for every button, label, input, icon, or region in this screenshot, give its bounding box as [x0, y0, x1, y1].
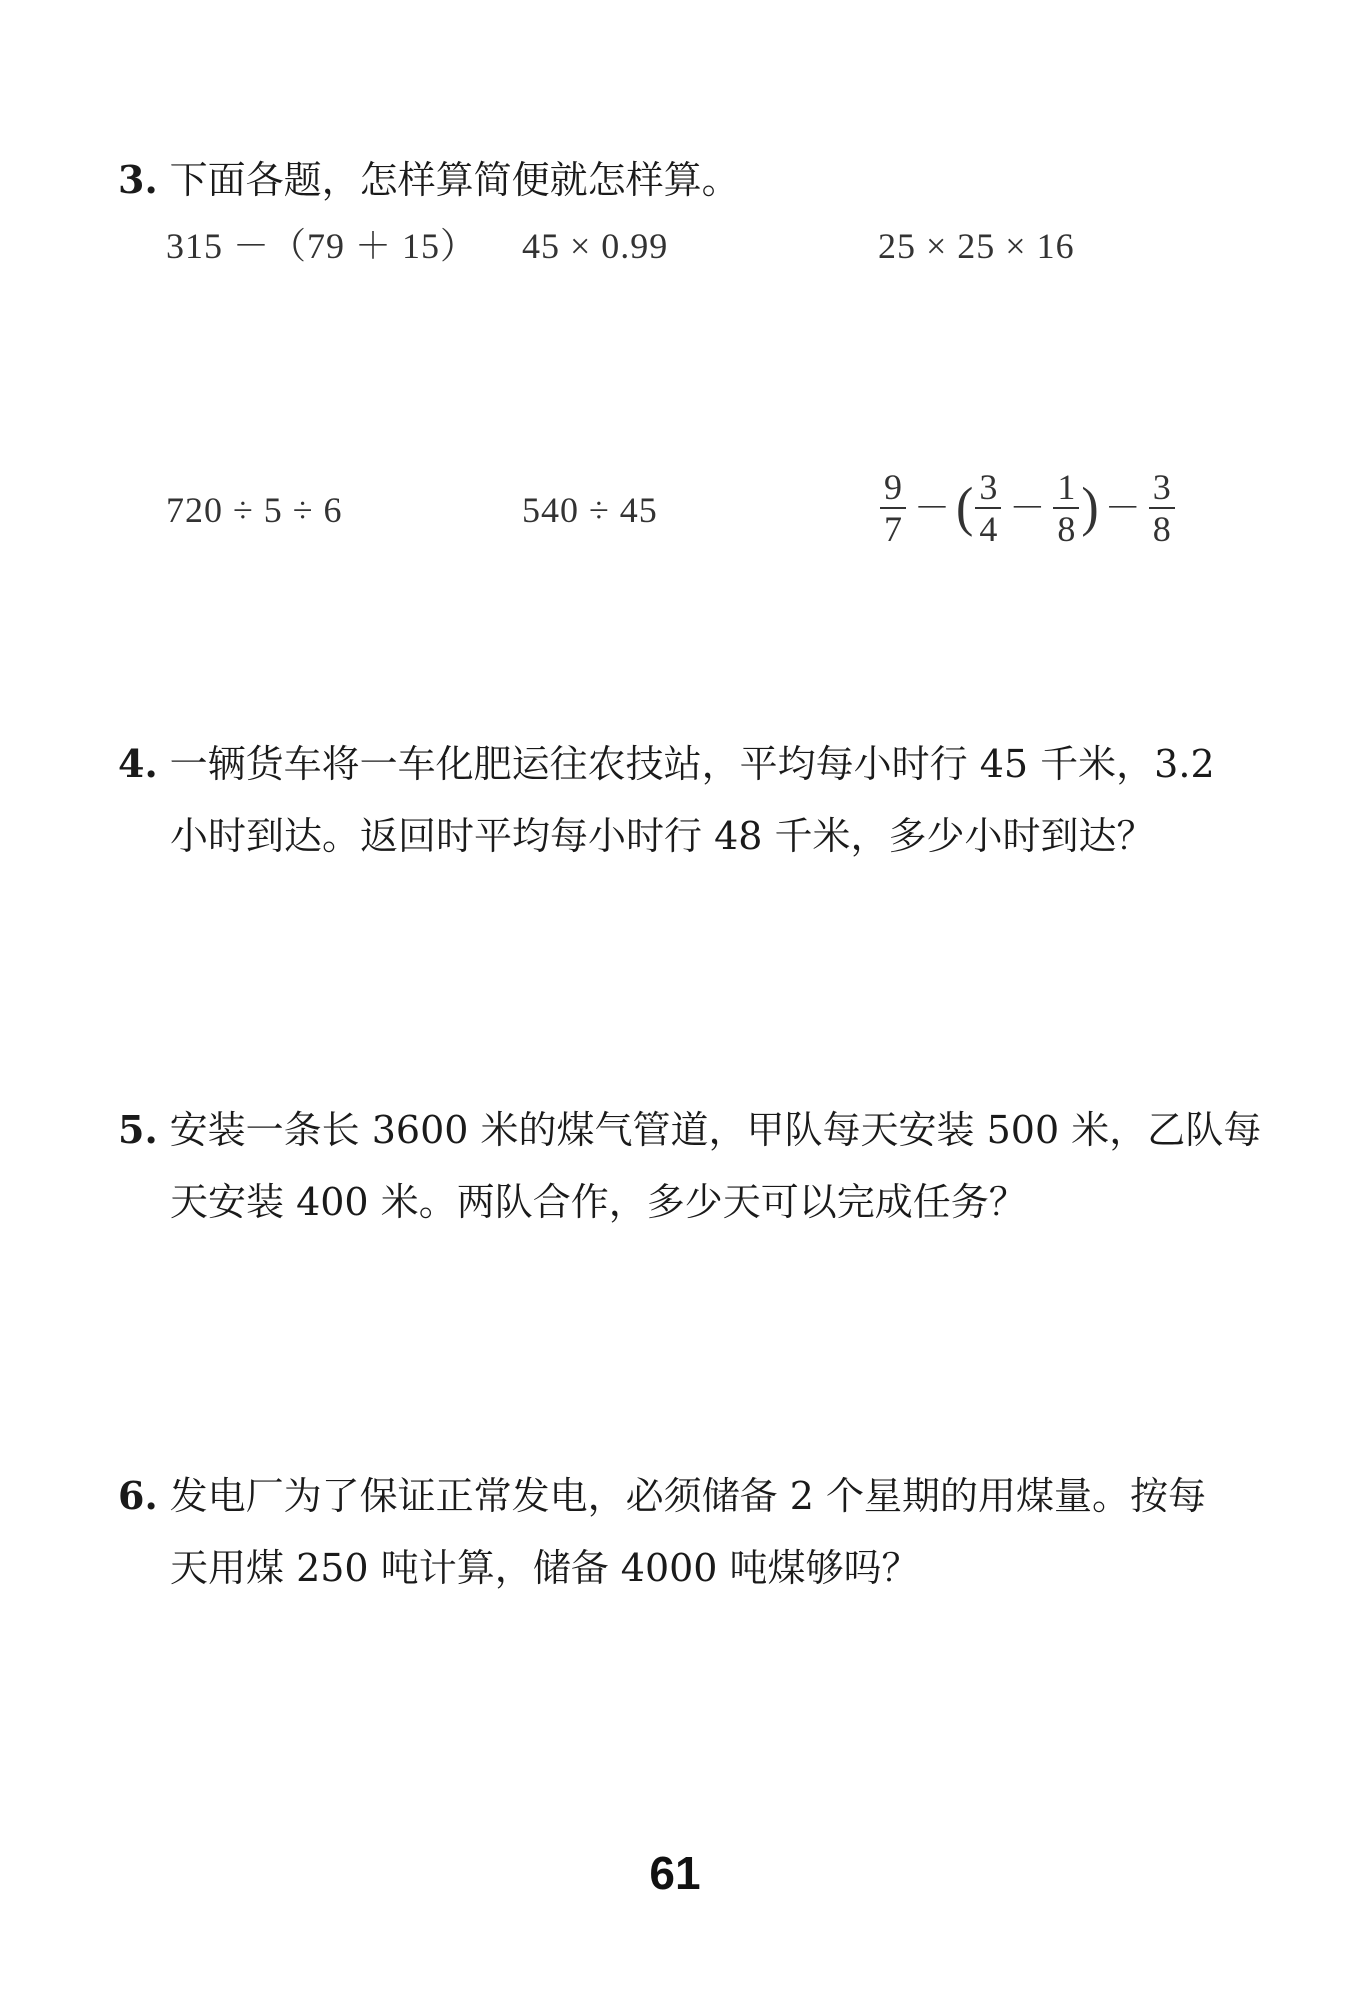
minus-operator: － — [1104, 488, 1141, 528]
question-3-heading — [118, 158, 740, 202]
expression-3: 25 × 25 × 16 — [878, 226, 1075, 266]
fraction-denominator: 7 — [884, 509, 902, 549]
fraction-denominator: 4 — [979, 509, 998, 549]
fraction-numerator: 9 — [884, 467, 902, 507]
fraction-denominator: 8 — [1152, 509, 1171, 549]
question-5-line-2: 天安装 400 米。两队合作，多少天可以完成任务？ — [170, 1180, 1027, 1224]
question-3-text: 下面各题，怎样算简便就怎样算。 — [169, 158, 740, 202]
close-parenthesis: ) — [1081, 477, 1099, 538]
question-5-line-1: 安装一条长 3600 米的煤气管道，甲队每天安装 500 米，乙队每 — [169, 1108, 1262, 1152]
fraction-numerator: 3 — [979, 467, 998, 507]
question-5-number: 5. — [118, 1107, 158, 1152]
question-4-heading — [118, 742, 1215, 786]
question-6-line-2: 天用煤 250 吨计算，储备 4000 吨煤够吗？ — [170, 1546, 920, 1590]
question-4-line-2: 小时到达。返回时平均每小时行 48 千米，多少小时到达？ — [170, 814, 1155, 858]
expression-2: 45 × 0.99 — [522, 226, 669, 266]
fraction-3-4 — [975, 467, 1001, 549]
fraction-numerator: 1 — [1057, 467, 1076, 507]
page-number: 61 — [649, 1847, 701, 1899]
open-parenthesis: ( — [956, 477, 974, 538]
question-6-heading — [118, 1474, 1206, 1518]
expression-5: 540 ÷ 45 — [522, 490, 658, 530]
question-3-number: 3. — [118, 157, 158, 202]
fraction-3-8 — [1149, 467, 1175, 549]
expression-1: 315 －（79 ＋ 15） — [166, 226, 478, 266]
question-4-number: 4. — [118, 741, 158, 786]
fraction-numerator: 3 — [1152, 467, 1171, 507]
expression-6 — [878, 462, 1177, 554]
question-5-heading — [118, 1108, 1261, 1152]
minus-operator: － — [914, 488, 951, 528]
question-6-line-1: 发电厂为了保证正常发电，必须储备 2 个星期的用煤量。按每 — [169, 1474, 1207, 1518]
minus-operator: － — [1009, 488, 1046, 528]
fraction-9-7 — [880, 467, 906, 549]
fraction-1-8 — [1053, 467, 1079, 549]
expression-4: 720 ÷ 5 ÷ 6 — [166, 490, 343, 530]
question-4-line-1: 一辆货车将一车化肥运往农技站，平均每小时行 45 千米，3.2 — [169, 742, 1215, 786]
question-6-number: 6. — [118, 1473, 158, 1518]
fraction-denominator: 8 — [1057, 509, 1076, 549]
